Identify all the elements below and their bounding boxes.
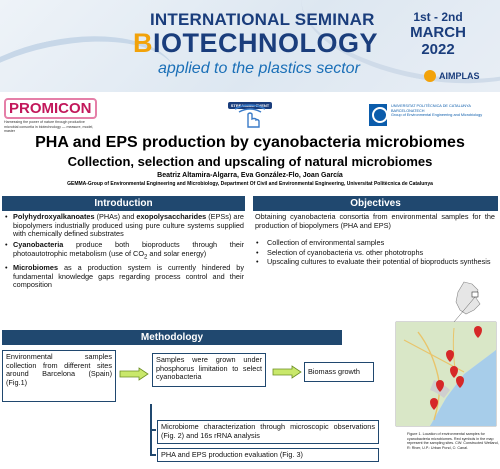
upc-name: UNIVERSITAT POLITÈCNICA DE CATALUNYA: [391, 104, 471, 108]
step-biomass-growth: [304, 362, 374, 382]
figure-caption: Figure 1. Location of environmental samples for cyanobacteria microbiomes. Red symbols in the map represent the sampling sites. CW: Constructed Wetland, R: River, U.P.: Urban Pond, C: Canal.: [407, 432, 499, 450]
poster-title: PHA and EPS production by cyanobacteria microbiomes: [35, 134, 465, 151]
upc-barcelonatech: BARCELONATECH: [391, 108, 425, 113]
event-days: 1st - 2nd: [413, 10, 463, 24]
region-outline: [456, 282, 480, 314]
event-year: 2022: [421, 41, 455, 58]
seminar-subtitle: applied to the plastics sector: [158, 60, 360, 77]
introduction-heading: Introduction: [2, 196, 245, 211]
upc-text: [391, 104, 482, 132]
list-item: • Selection of cyanobacteria vs. other phototrophs: [255, 249, 495, 258]
list-item: • Polyhydroxyalkanoates (PHAs) and exopolysaccharides (EPSs) are biopolymers industrially produced using pure culture systems supplied with chemically defined substrates: [4, 213, 244, 239]
upc-logo: [369, 104, 497, 132]
step-production-evaluation: PHA and EPS production evaluation (Fig. 3): [157, 448, 379, 462]
upc-group: Group of Environmental Engineering and Microbiology: [391, 113, 483, 118]
seminar-title: INTERNATIONAL SEMINAR: [150, 10, 375, 29]
event-date: [408, 10, 468, 58]
objectives-list: [255, 239, 495, 268]
list-item: • Collection of environmental samples: [255, 239, 495, 248]
affiliation: GEMMA-Group of Environmental Engineering and Microbiology, Department Of Civil and Environmental Engineering, Universitat Politècnica de Catalunya: [67, 181, 433, 187]
seminar-name: [133, 28, 378, 59]
arrow-right-icon: [272, 365, 302, 379]
sampling-sites-map: [394, 280, 498, 430]
aimplas-icon: [424, 70, 436, 82]
poster-subtitle: Collection, selection and upscaling of natural microbiomes: [67, 154, 433, 169]
promicon-name: PROMICON: [4, 98, 97, 119]
objectives-heading: Objectives: [253, 196, 498, 211]
list-item: • Microbiomes as a production system is currently hindered by fundamental knowledge gaps regarding process control and their composition: [4, 264, 244, 290]
introduction-list: [4, 213, 244, 292]
promicon-tagline: Harnessing the power of nature through productive microbial consortia in biotechnology — measure, model, master: [4, 120, 94, 133]
list-item: • Upscaling cultures to evaluate their potential of bioproducts synthesis: [255, 258, 495, 267]
promicon-logo: [4, 98, 96, 133]
aimplas-name: AIMPLAS: [439, 71, 480, 81]
event-month: MARCH: [410, 24, 466, 41]
seminar-name-initial: B: [133, 28, 153, 58]
objectives-intro: Obtaining cyanobacteria consortia from environmental samples for the production of biopolymers (PHA and EPS): [255, 212, 495, 230]
methodology-heading: Methodology: [2, 330, 342, 345]
step-connector: [150, 404, 156, 431]
seminar-banner: [0, 0, 500, 92]
list-item: • Cyanobacteria produce both bioproducts through their photoautotrophic metabolism (use of $CO_2$ and solar energy): [4, 241, 244, 262]
step-biomass-growth-label: Biomass growth: [308, 366, 360, 376]
streaming-label: STREAMING EVENT: [228, 102, 272, 109]
arrow-right-icon: [119, 367, 149, 381]
step-microbiome-characterization: Microbiome characterization through microscopic observations (Fig. 2) and 16s rRNA analysis: [157, 420, 379, 444]
touch-hand-icon: [229, 103, 271, 129]
inset-marker: [472, 292, 478, 297]
authors: Beatriz Altamira-Algarra, Eva González-Flo, Joan García: [157, 172, 343, 179]
step-sample-collection: Environmental samples collection from different sites around Barcelona (Spain) (Fig.1): [2, 350, 116, 402]
step-cyanobacteria-selection: Samples were grown under phosphorus limitation to select cyanobacteria: [152, 353, 266, 387]
upc-logo-icon: [369, 104, 387, 126]
aimplas-logo: [424, 70, 480, 82]
seminar-name-rest: IOTECHNOLOGY: [153, 28, 379, 58]
